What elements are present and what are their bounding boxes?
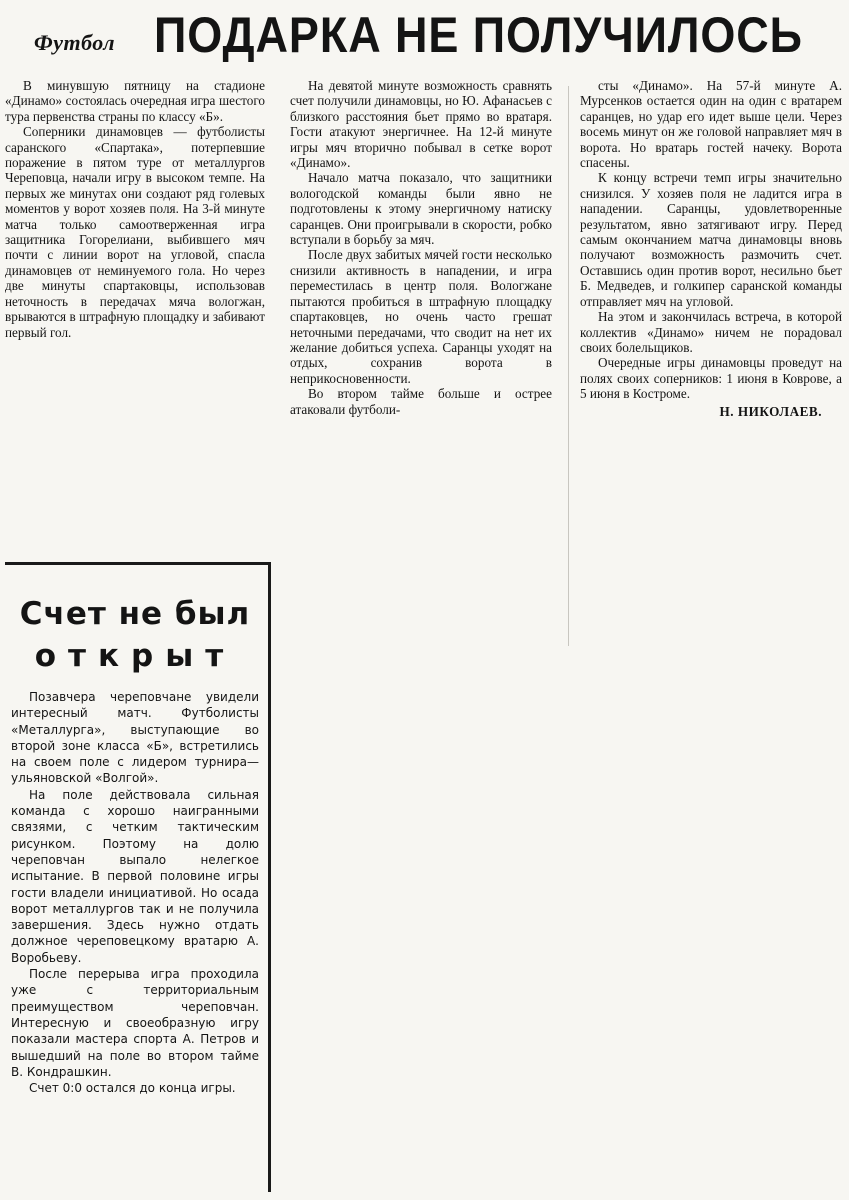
side-article-title-line-1: Счет не был xyxy=(19,596,251,632)
paragraph: Во втором тайме больше и острее атаковали футболи- xyxy=(290,386,552,417)
side-article-body xyxy=(11,689,259,1096)
paragraph: Начало матча показало, что защитники вологодской команды были явно не подготовлены к этому энергичному натиску саранцев. Они проигрывали в скорости, робко вступали в борьбу за мяч. xyxy=(290,170,552,248)
paragraph: На девятой минуте возможность сравнять счет получили динамовцы, но Ю. Афанасьев с близкого расстояния бьет прямо во вратаря. Гости атакуют энергичнее. На 12-й минуте игры мяч вторично побывал в сетке ворот «Динамо». xyxy=(290,78,552,171)
paragraph: Счет 0:0 остался до конца игры. xyxy=(29,1081,236,1096)
paragraph: После перерыва игра проходила уже с территориальным преимуществом череповчан. Интересную и своеобразную игру показали мастера спорта А. Петров и вышедший на поле во втором тайме В. Кондрашкин. xyxy=(11,967,259,1079)
side-article-title xyxy=(5,593,265,677)
main-article-column-3 xyxy=(580,78,842,419)
paragraph: На этом и закончилась встреча, в которой коллектив «Динамо» ничем не порадовал своих болельщиков. xyxy=(580,309,842,355)
paragraph: К концу встречи темп игры значительно снизился. У хозяев поля не ладится игра в нападении. Саранцы, удовлетворенные результатом, явно затягивают игру. Перед самым окончанием матча динамовцы вновь получают возможность размочить счет. Оставшись один против ворот, несильно бьет Б. Медведев, и голкипер саранской команды отправляет мяч на угловой. xyxy=(580,170,842,309)
paragraph: В минувшую пятницу на стадионе «Динамо» состоялась очередная игра шестого тура первенства страны по классу «Б». xyxy=(5,78,265,124)
paragraph: Очередные игры динамовцы проведут на полях своих соперников: 1 июня в Коврове, а 5 июня в Костроме. xyxy=(580,355,842,402)
paragraph: сты «Динамо». На 57-й минуте А. Мурсенков остается один на один с вратарем саранцев, но удар его идет выше цели. Через восемь минут он же головой направляет мяч в ворота. Но вратарь гостей начеку. Ворота спасены. xyxy=(580,78,842,171)
column-divider xyxy=(568,86,569,646)
side-article-title-line-2: открыт xyxy=(34,638,236,674)
article-header xyxy=(28,8,818,70)
main-article-column-1 xyxy=(5,78,265,340)
paragraph: На поле действовала сильная команда с хорошо наигранными связями, с четким тактическим рисунком. Поэтому на долю череповчан выпало нелегкое испытание. В первой половине игры гости владели инициативой. Но осада ворот металлургов так и не получила завершения. Здесь нужно отдать должное череповецкому вратарю А. Воробьеву. xyxy=(11,787,259,965)
headline: ПОДАРКА НЕ ПОЛУЧИЛОСЬ xyxy=(154,7,803,63)
side-article-box xyxy=(5,562,271,1192)
main-article-column-2 xyxy=(290,78,552,417)
section-rubric: Футбол xyxy=(34,30,116,55)
paragraph: Соперники динамовцев — футболисты саранского «Спартака», потерпевшие поражение в пятом туре от металлургов Череповца, начали игру в высоком темпе. На первых же минутах они создают ряд голевых моментов у ворот хозяев поля. На 3-й минуте матча только самоотверженная игра защитника Гогорелиани, выбившего мяч почти с линии ворот на угловой, спасла динамовцев от неминуемого гола. Но через две минуты спартаковцы, использовав неточность в передачах мяча вологжан, врываются в штрафную площадку и забивают первый гол. xyxy=(5,124,265,340)
paragraph: Позавчера череповчане увидели интересный матч. Футболисты «Металлурга», выступающие во второй зоне класса «Б», встретились на своем поле с лидером турнира—ульяновской «Волгой». xyxy=(11,690,259,786)
paragraph: После двух забитых мячей гости несколько снизили активность в нападении, и игра переместилась в центр поля. Вологжане пытаются пробиться в штрафную площадку спартаковцев, но очень часто грешат неточными передачами, что сводит на нет их желание добиться успеха. Саранцы уходят на отдых, сохранив ворота в неприкосновенности. xyxy=(290,247,552,386)
author-signature: Н. НИКОЛАЕВ. xyxy=(719,403,822,419)
